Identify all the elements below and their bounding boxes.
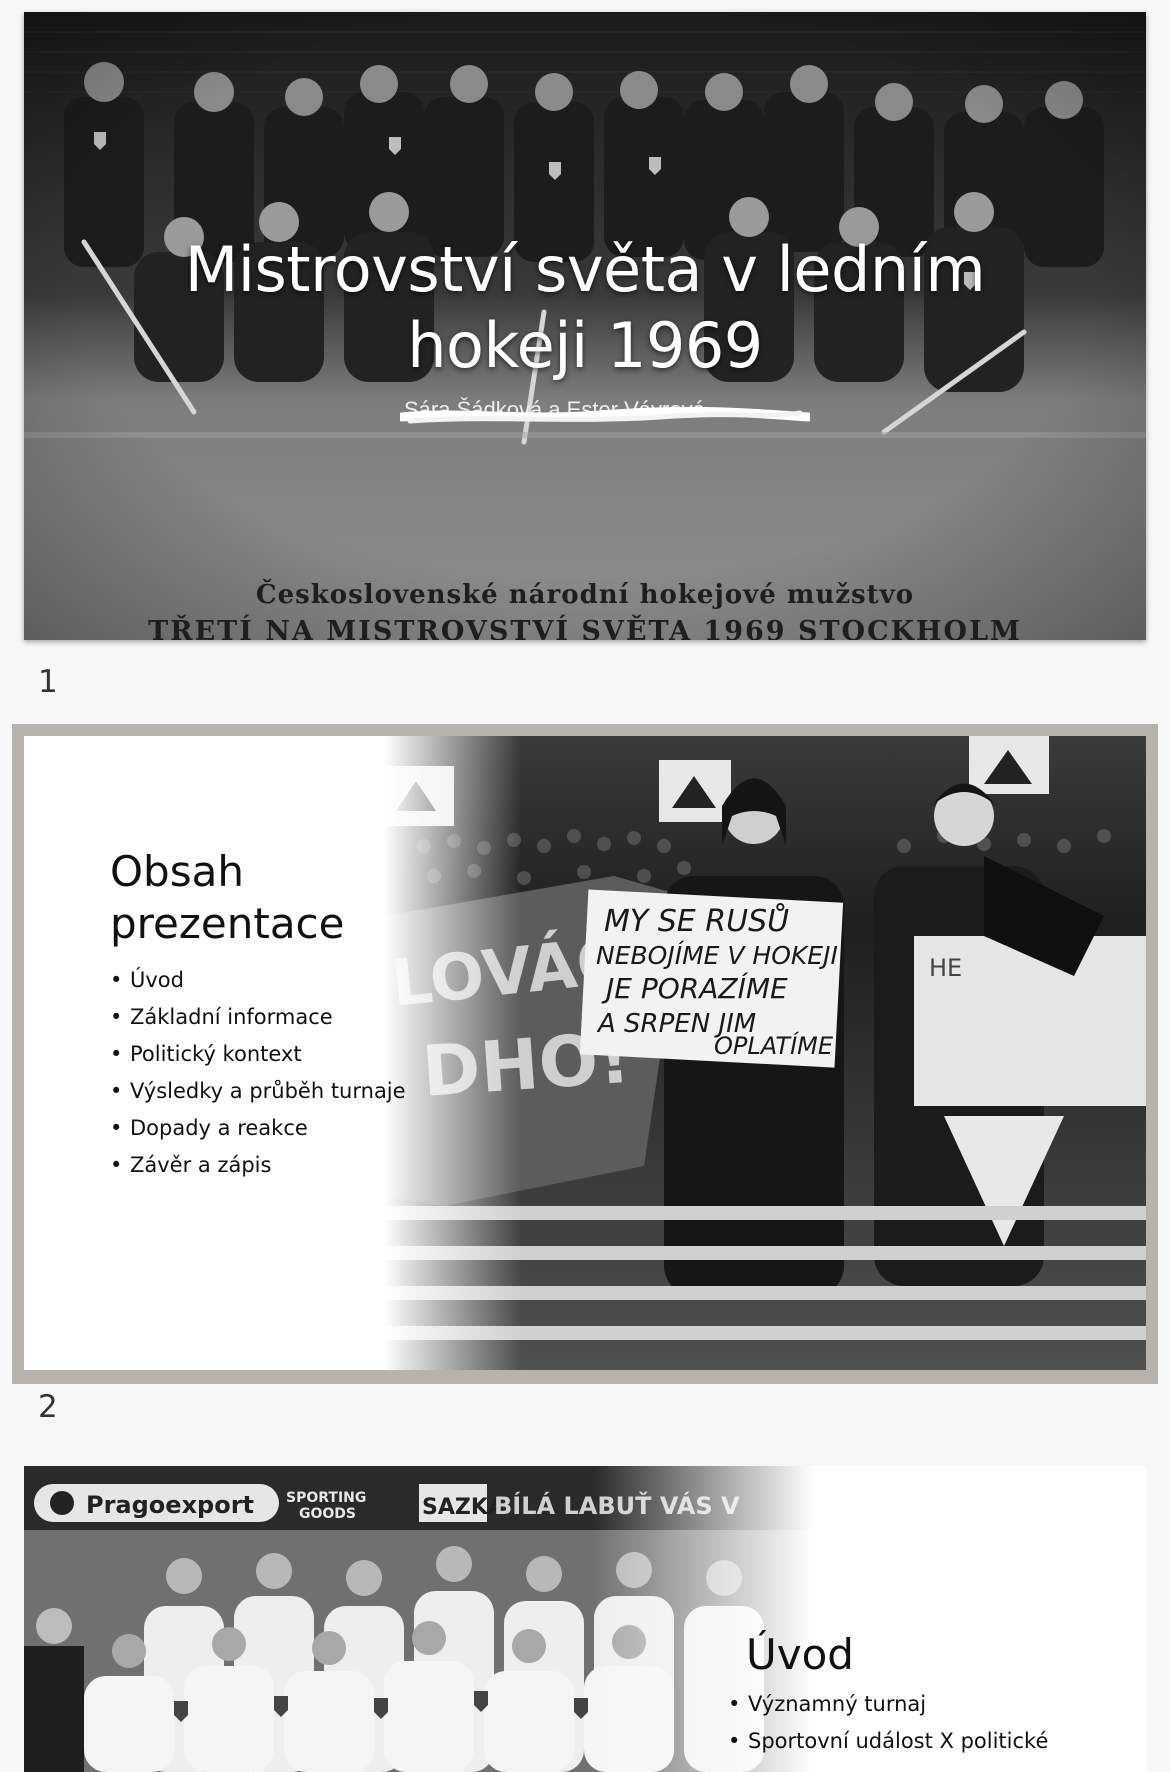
- list-item: • Dopady a reakce: [110, 1116, 308, 1140]
- list-item: • Politický kontext: [110, 1042, 302, 1066]
- team-lineup-photo: [24, 1466, 814, 1772]
- slide-number-1: 1: [38, 664, 58, 700]
- title-line-2: prezentace: [110, 899, 345, 948]
- list-item: • Základní informace: [110, 1005, 333, 1029]
- list-item: • Sportovní událost X politické: [728, 1729, 1049, 1753]
- intro-list: [728, 1686, 1048, 1760]
- slide-1-thumbnail[interactable]: [24, 12, 1146, 640]
- photo-caption-line-1: Československé národní hokejové mužstvo: [255, 580, 915, 610]
- title-line-2: hokeji 1969: [407, 309, 763, 382]
- list-item: • Úvod: [110, 968, 184, 992]
- list-item: • Závěr a zápis: [110, 1153, 272, 1177]
- photo-caption-line-2: TŘETÍ NA MISTROVSTVÍ SVĚTA 1969 STOCKHOLM: [148, 616, 1022, 640]
- agenda-list: [110, 962, 406, 1184]
- list-item: • Výsledky a průběh turnaje: [110, 1079, 406, 1103]
- slide-title: [24, 232, 1146, 384]
- slide-2-thumbnail[interactable]: [24, 736, 1146, 1370]
- title-line-1: Mistrovství světa v ledním: [184, 233, 986, 306]
- redaction-scribble: [400, 405, 810, 429]
- slide-title: Úvod: [746, 1630, 854, 1679]
- slide-3-thumbnail[interactable]: [24, 1466, 1146, 1772]
- slide-number-2: 2: [38, 1389, 58, 1425]
- author-subtitle: Sára Šádková a Ester Vávrová: [404, 397, 705, 422]
- list-item: • Významný turnaj: [728, 1692, 927, 1716]
- slide-title: [110, 846, 345, 950]
- fans-protest-photo: [384, 736, 1146, 1370]
- title-line-1: Obsah: [110, 847, 244, 896]
